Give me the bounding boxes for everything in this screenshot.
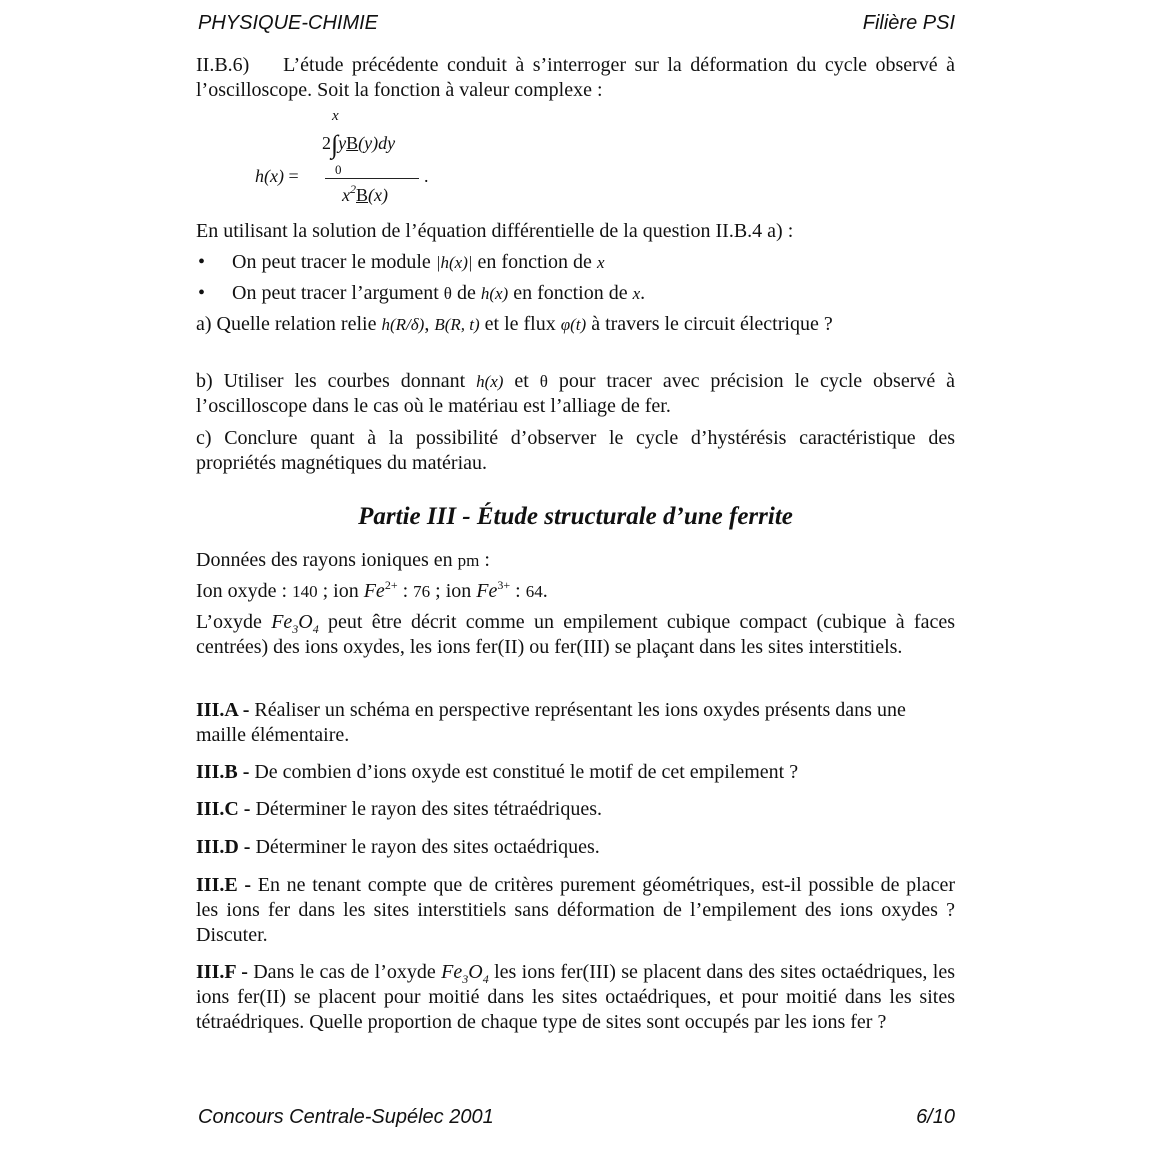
page-number: 6/10	[916, 1106, 955, 1128]
question-3f: III.F - Dans le cas de l’oxyde $Fe_3O_4$ les ions fer(III) se placent dans des sites octaédriques, les ions fer(II) se placent pour moitié dans les sites octaédriques, et pour moitié dans les sites tétraédriques. Quelle proportion de chaque type de sites sont occupés par les ions fer ?	[196, 961, 956, 1033]
question-3a: III.A - Réaliser un schéma en perspective représentant les ions oxydes présents dans une maille élémentaire.	[196, 699, 906, 746]
formula-lhs: h(x) =	[255, 166, 299, 186]
ionic-radii: Ion oxyde : 140 ; ion $Fe^{2+}$ : 76 ; ion $Fe^{3+}$ : 64.	[196, 578, 548, 602]
integral-lower-limit: 0	[335, 162, 342, 177]
question-a: a) Quelle relation relie h(R/δ), B(R, t) et le flux φ(t) à travers le circuit électrique ?	[196, 313, 833, 335]
bullet-dot: •	[198, 282, 206, 304]
formula-period: .	[424, 166, 429, 186]
question-3e: III.E - En ne tenant compte que de critères purement géométriques, est-il possible de placer les ions fer dans les sites interstitiels sans déformation de l’empilement des ions oxydes ? Discuter.	[196, 874, 955, 946]
question-3c: III.C - Déterminer le rayon des sites tétraédriques.	[196, 798, 602, 820]
question-text: L’étude précédente conduit à s’interroger sur la déformation du cycle observé à l’oscilloscope. Soit la fonction à valeur complexe :	[196, 54, 955, 101]
formula-denominator: $x^2B(x)$	[342, 182, 388, 205]
data-intro: Données des rayons ioniques en pm :	[196, 549, 490, 571]
footer-contest: Concours Centrale-Supélec 2001	[198, 1106, 494, 1128]
question-2b6	[196, 53, 955, 103]
header-subject: PHYSIQUE-CHIMIE	[198, 12, 379, 34]
formula-numerator: 2∫yB(y)dy	[322, 130, 396, 159]
question-3b: III.B - De combien d’ions oxyde est constitué le motif de cet empilement ?	[196, 761, 799, 783]
question-label: II.B.6)	[196, 54, 250, 76]
formula-fe3o4: $Fe_3O_4$	[441, 961, 489, 986]
bullet-dot: •	[198, 251, 206, 273]
header-track: Filière PSI	[862, 12, 955, 34]
integral-upper-limit: x	[332, 108, 339, 124]
question-3d: III.D - Déterminer le rayon des sites octaédriques.	[196, 836, 600, 858]
bullet-item: • On peut tracer l’argument θ de h(x) en fonction de x.	[198, 282, 646, 304]
fraction-bar	[325, 178, 419, 179]
question-b: b) Utiliser les courbes donnant h(x) et θ pour tracer avec précision le cycle observé à l’oscilloscope dans le cas où le matériau est l’alliage de fer.	[196, 370, 956, 417]
using-sentence: En utilisant la solution de l’équation différentielle de la question II.B.4 a) :	[196, 220, 794, 242]
formula-fe3o4: $Fe_3O_4$	[271, 611, 319, 636]
question-c: c) Conclure quant à la possibilité d’observer le cycle d’hystérésis caractéristique des propriétés magnétiques du matériau.	[196, 427, 955, 474]
oxide-description: L’oxyde $Fe_3O_4$ peut être décrit comme un empilement cubique compact (cubique à faces centrées) des ions oxydes, les ions fer(II) ou fer(III) se plaçant dans les sites interstitiels.	[196, 611, 955, 658]
bullet-item: • On peut tracer le module |h(x)| en fonction de x	[198, 251, 605, 273]
part-title: Partie III - Étude structurale d’une ferrite	[358, 503, 793, 530]
